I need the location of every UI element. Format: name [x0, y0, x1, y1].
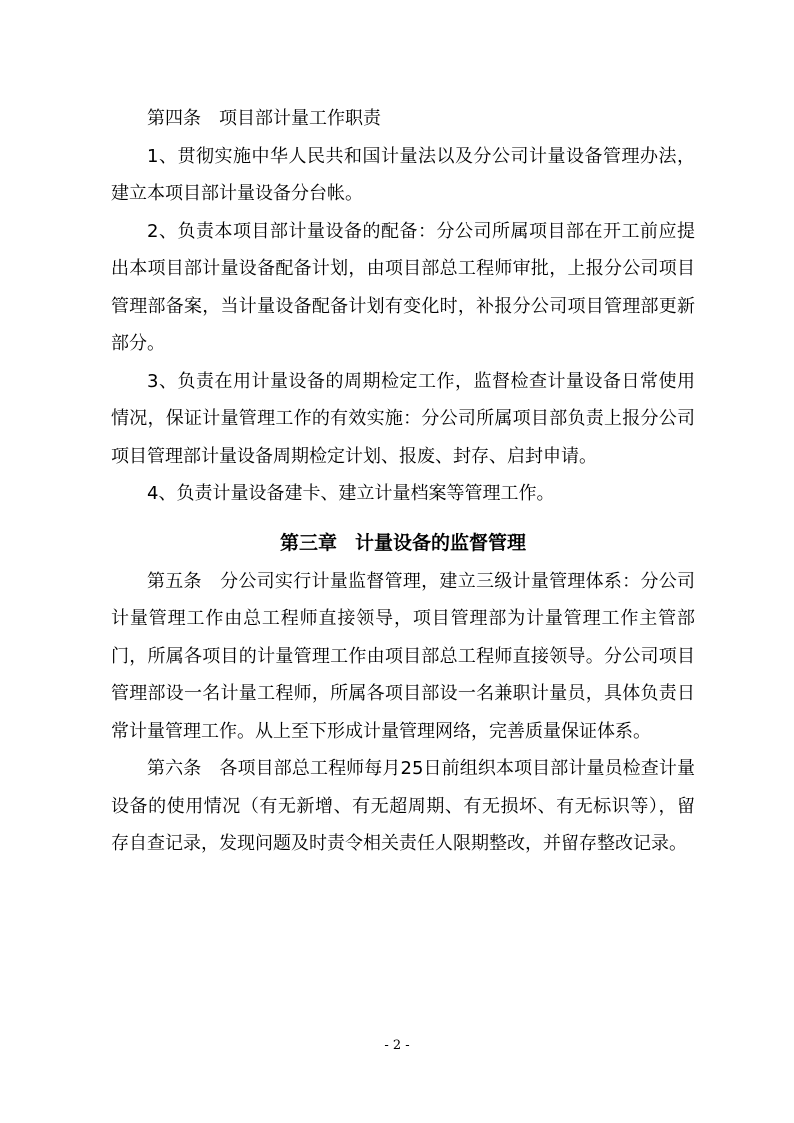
article-5-text: 分公司实行计量监督管理，建立三级计量管理体系：分公司计量管理工作由总工程师直接领导，项目管理部为计量管理工作主管部门，所属各项目的计量管理工作由项目部总工程师直接领导。分公司项目管理部设一名计量工程师，所属各项目部设一名兼职计量员，具体负责日常计量管理工作。从上至下形成计量管理网络，完善质量保证体系。 [111, 570, 695, 742]
article-4-heading [111, 100, 695, 138]
article-5-label: 第五条 [147, 570, 202, 592]
article-4-item-4: 4、负责计量设备建卡、建立计量档案等管理工作。 [147, 483, 555, 504]
article-4-label: 第四条 [147, 108, 201, 129]
article-4-title: 项目部计量工作职责 [219, 108, 381, 129]
article-5-paragraph [111, 563, 695, 751]
article-6-text: 各项目部总工程师每月25日前组织本项目部计量员检查计量设备的使用情况（有无新增、有无超周期、有无损坏、有无标识等），留存自查记录，发现问题及时责令相关责任人限期整改，并留存整改记录。 [111, 758, 696, 854]
article-6-paragraph [111, 750, 695, 863]
chapter-3-label: 第三章 [279, 531, 337, 554]
article-4-item-3: 3、负责在用计量设备的周期检定工作，监督检查计量设备日常使用情况，保证计量管理工作的有效实施：分公司所属项目部负责上报分公司项目管理部计量设备周期检定计划、报废、封存、启封申请。 [111, 370, 695, 467]
document-body [111, 100, 695, 863]
article-4-item-1: 1、贯彻实施中华人民共和国计量法以及分公司计量设备管理办法，建立本项目部计量设备分台帐。 [111, 145, 695, 204]
page-number: - 2 - [384, 1038, 410, 1053]
article-4-item-2: 2、负责本项目部计量设备的配备：分公司所属项目部在开工前应提出本项目部计量设备配备计划，由项目部总工程师审批，上报分公司项目管理部备案，当计量设备配备计划有变化时，补报分公司项目管理部更新部分。 [111, 220, 695, 354]
chapter-3-title: 计量设备的监督管理 [355, 531, 527, 554]
chapter-3-heading [111, 523, 695, 563]
article-6-label: 第六条 [147, 758, 202, 779]
